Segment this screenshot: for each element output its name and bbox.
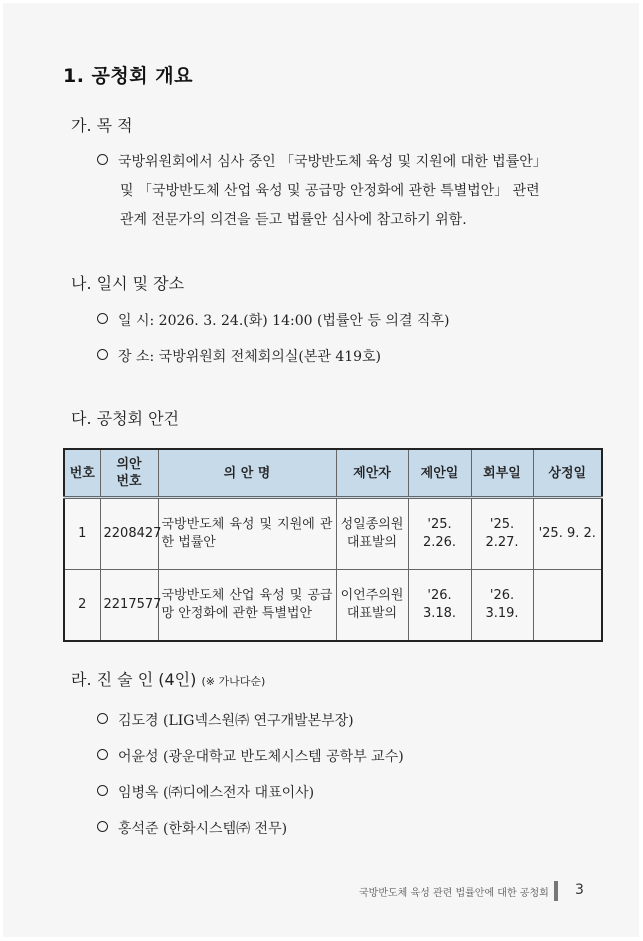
cell-proposer: 이언주의원 대표발의 xyxy=(336,570,408,642)
document-page xyxy=(3,3,639,937)
circle-bullet-icon xyxy=(97,821,108,832)
cell-title: 국방반도체 산업 육성 및 공급망 안정화에 관한 특별법안 xyxy=(158,570,336,642)
header-bill-no: 의안 번호 xyxy=(100,449,158,498)
purpose-line-2: 및 「국방반도체 산업 육성 및 공급망 안정화에 관한 특별법안」 관련 xyxy=(120,183,540,199)
witness-item: 홍석준 (한화시스템㈜ 전무) xyxy=(97,818,287,838)
header-title: 의 안 명 xyxy=(158,449,336,498)
circle-bullet-icon xyxy=(97,713,108,724)
cell-proposed-date: '26. 3.18. xyxy=(408,570,471,642)
cell-title: 국방반도체 육성 및 지원에 관한 법률안 xyxy=(158,498,336,570)
purpose-line-1: 국방위원회에서 심사 중인 「국방반도체 육성 및 지원에 대한 법률안」 xyxy=(97,151,547,171)
cell-referred-date: '25. 2.27. xyxy=(471,498,533,570)
cell-bill-no: 2208427 xyxy=(100,498,158,570)
cell-proposer: 성일종의원 대표발의 xyxy=(336,498,408,570)
header-no: 번호 xyxy=(64,449,100,498)
cell-referred-date: '26. 3.19. xyxy=(471,570,533,642)
section-title: 1. 공청회 개요 xyxy=(63,65,193,87)
witnesses-heading: 라. 진 술 인 (4인) (※ 가나다순) xyxy=(71,670,266,689)
witnesses-note: (※ 가나다순) xyxy=(201,675,266,688)
header-proposed-date: 제안일 xyxy=(408,449,471,498)
footer-text: 국방반도체 육성 관련 법률안에 대한 공청회 xyxy=(359,888,549,899)
header-submitted-date: 상정일 xyxy=(533,449,602,498)
cell-submitted-date xyxy=(533,570,602,642)
circle-bullet-icon xyxy=(97,313,108,324)
agenda-heading: 다. 공청회 안건 xyxy=(71,409,179,428)
purpose-heading: 가. 목 적 xyxy=(71,116,133,135)
table-row xyxy=(64,498,602,570)
schedule-location: 장 소: 국방위원회 전체회의실(본관 419호) xyxy=(97,346,381,366)
purpose-line-3: 관계 전문가의 의견을 듣고 법률안 심사에 참고하기 위함. xyxy=(120,212,467,228)
cell-no: 1 xyxy=(64,498,100,570)
circle-bullet-icon xyxy=(97,349,108,360)
footer-divider-bar xyxy=(554,881,558,901)
schedule-heading: 나. 일시 및 장소 xyxy=(71,274,185,293)
witness-item: 임병옥 (㈜디에스전자 대표이사) xyxy=(97,782,314,802)
witness-item: 어윤성 (광운대학교 반도체시스템 공학부 교수) xyxy=(97,746,404,766)
agenda-table xyxy=(63,448,603,642)
page-number: 3 xyxy=(575,882,584,898)
cell-no: 2 xyxy=(64,570,100,642)
header-referred-date: 회부일 xyxy=(471,449,533,498)
circle-bullet-icon xyxy=(97,785,108,796)
schedule-datetime: 일 시: 2026. 3. 24.(화) 14:00 (법률안 등 의결 직후) xyxy=(97,310,449,330)
header-proposer: 제안자 xyxy=(336,449,408,498)
cell-bill-no: 2217577 xyxy=(100,570,158,642)
table-header-row xyxy=(64,449,602,498)
circle-bullet-icon xyxy=(97,154,108,165)
cell-submitted-date: '25. 9. 2. xyxy=(533,498,602,570)
cell-proposed-date: '25. 2.26. xyxy=(408,498,471,570)
table-row xyxy=(64,570,602,642)
witness-item: 김도경 (LIG넥스원㈜ 연구개발본부장) xyxy=(97,710,354,730)
circle-bullet-icon xyxy=(97,749,108,760)
